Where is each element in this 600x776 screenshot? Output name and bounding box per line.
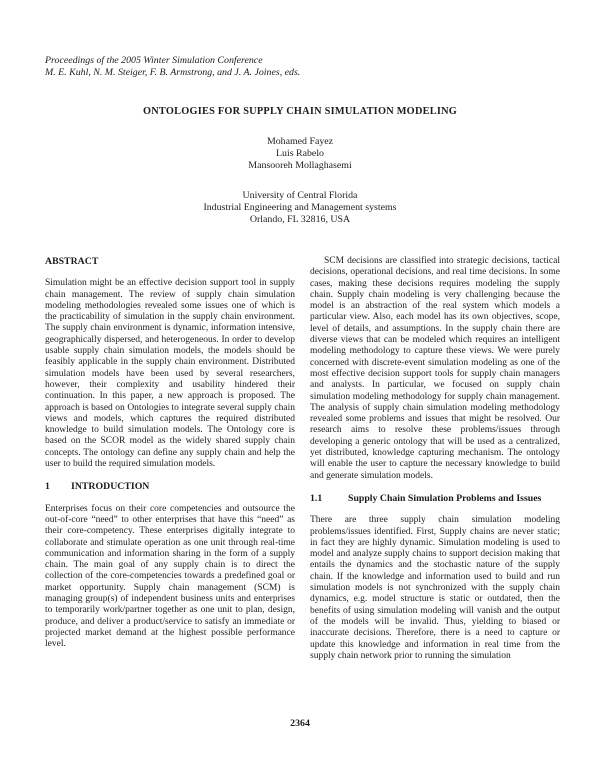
affiliation-line: University of Central Florida [242, 190, 358, 201]
subsection-number: 1.1 [310, 492, 323, 504]
author-name: Mansooreh Mollaghasemi [248, 159, 352, 171]
scm-decisions-paragraph: SCM decisions are classified into strategic decisions, tactical decisions, operational decisions, and real time decisions. In some cases, making these decisions requires modeling the supply chain. Supply chain modeling is very challenging because the model is an abstraction of the real system which models a particular view. Also, each model has its own objectives, scope, level of details, and assumptions. In the supply chain there are diverse views that can be modeled which requires an intelligent modeling methodology to capture these views. We were purely concerned with discrete-event simulation modeling as one of the most effective decision support tools for supply chain managers and analysts. In particular, we focused on supply chain simulation modeling methodology for supply chain management. The analysis of supply chain simulation modeling methodology revealed some problems and issues that might be resolved. Our research aims to resolve these problems/issues through developing a generic ontology that will be used as a centralized, yet distributed, knowledge capturing mechanism. The ontology will enable the user to capture the necessary knowledge to build and generate simulation models. [310, 256, 560, 481]
affiliation-line: Industrial Engineering and Management systems [203, 201, 397, 213]
author-name: Luis Rabelo [276, 147, 324, 159]
proceedings-line2: M. E. Kuhl, N. M. Steiger, F. B. Armstrong, and J. A. Joines, eds. [45, 66, 301, 78]
right-column [310, 256, 560, 673]
problems-issues-paragraph: There are three supply chain simulation modeling problems/issues identified. First, Supply chains are never static; in fact they are highly dynamic. Simulation modeling is used to model and analyze supply chains to support decision making that entails the dynamics and the stochastic nature of the supply chain. If the knowledge and information used to build and run simulation models is not synchronized with the supply chain dynamics, e.g. model structure is static or outdated, then the benefits of using simulation modeling will vanish and the output of the models will be invalid. Thus, yielding to biased or inaccurate decisions. Therefore, there is a need to capture or update this knowledge and information in real time from the supply chain network prior to running the simulation [310, 515, 560, 661]
author-block [0, 136, 600, 171]
abstract-paragraph: Simulation might be an effective decision support tool in supply chain management. The review of supply chain simulation modeling methodologies revealed some issues one of which is the practicability of simulation in the supply chain environment. The supply chain environment is dynamic, information intensive, geographically dispersed, and heterogeneous. In order to develop usable supply chain simulation models, the models should be feasibly applicable in the supply chain environment. Distributed simulation models have been used by several researchers, however, their complexity and usability hindered their continuation. In this paper, a new approach is proposed. The approach is based on Ontologies to integrate several supply chain views and models, which captures the required distributed knowledge to build simulation models. The Ontology core is based on the SCOR model as the widely shared supply chain concepts. The ontology can define any supply chain and help the user to build the required simulation models. [45, 278, 295, 470]
paper-title: ONTOLOGIES FOR SUPPLY CHAIN SIMULATION MODELING [142, 106, 458, 117]
introduction-paragraph: Enterprises focus on their core competencies and outsource the out-of-core “need” to other enterprises that have this “need” as their core-competency. These enterprises digitally integrate to collaborate and stimulate operation as one unit through real-time communication and information sharing in the form of a supply chain. The main goal of any supply chain is to direct the collection of the core-competencies towards a predefined goal or market opportunity. Supply chain management (SCM) is managing group(s) of independent business units and enterprises to temporarily work/partner together as one unit to plan, design, produce, and deliver a product/service to satisfy an immediate or projected market demand at the highest possible performance level. [45, 503, 295, 650]
affiliation-block [0, 190, 600, 225]
affiliation-line: Orlando, FL 32816, USA [249, 213, 351, 225]
section-title: INTRODUCTION [71, 481, 150, 493]
page-number: 2364 [290, 718, 310, 729]
left-column [45, 256, 295, 662]
subsection-title: Supply Chain Simulation Problems and Issues [348, 492, 542, 504]
proceedings-header [45, 55, 475, 78]
author-name: Mohamed Fayez [266, 136, 334, 147]
section-number: 1 [45, 481, 50, 493]
introduction-heading [45, 481, 295, 492]
proceedings-line1: Proceedings of the 2005 Winter Simulation Conference [45, 55, 263, 66]
subsection-heading [310, 493, 560, 504]
abstract-heading: ABSTRACT [45, 256, 99, 267]
